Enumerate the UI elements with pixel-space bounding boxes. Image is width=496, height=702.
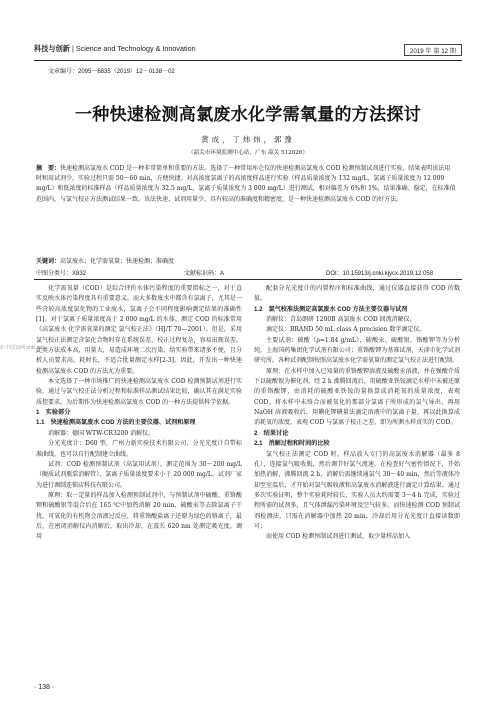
document-code: 文献标识码：A xyxy=(184,271,225,277)
paper-title: 一种快速检测高氯废水化学需氧量的方法探讨 xyxy=(75,105,421,124)
body-paragraph: 原理：取一定量的样品加入检测预制试剂中，与预制试剂中硫酸、重铬酸钾和硫酸银等混合后在 165 ℃中加热消解 20 min，硫酸汞等去除氯离子干扰，可氧化的有机物会溶液过反应，将重铬酸盐离子还原为绿色的铬离子，最后，在密闭消解仪内消解后，取出冷却，在波长 620 nm 处测定吸光度，调用 xyxy=(36,491,242,541)
body-paragraph: 而使用 COD 检测预制试剂进行测试，取少量样品加入 xyxy=(266,533,411,541)
body-paragraph: 消解仪：青岛朗研 1200B 高氯废水 COD 回流消解仪。 xyxy=(266,316,416,324)
issue-badge: 2019 年 第 12 期 xyxy=(404,44,462,56)
page-number: · 138 · xyxy=(34,684,55,691)
keywords-text: 高氯废水；化学需氧量；快速检测；准确度 xyxy=(60,258,175,265)
watermark: © 中国知网 cnki.net xyxy=(0,345,44,351)
keywords-label: 关键词： xyxy=(36,259,61,265)
body-paragraph: 试剂：COD 检测预制试剂（高氯用试剂），测定范围为 30～200 mg/L（硬质试剂瓶装消解管），氯离子质量浓度要求小于 20 000 mg/L。试剂厂家为进行调制连锁店科技有限公司。 xyxy=(36,460,242,489)
section-heading: 2.1 消解过程和时间的比较 xyxy=(254,440,330,448)
abstract xyxy=(36,164,456,205)
keywords xyxy=(36,256,456,265)
section-heading: 1.1 快速检测高氯废水 COD 方法的主要仪器、试剂和原理 xyxy=(36,419,196,427)
article-number: 文章编号：2095－6835（2019）12－0138－02 xyxy=(48,69,175,75)
body-paragraph: 原理：在水样中加入已知量的重铬酸钾溶液及硫酸汞溶液，并在强酸介质下以硫酸银为催化剂，经 2 h 沸腾回流后，用硫酸亚铁铵滴定水样中未被还原的重铬酸钾，由消耗的硫酸亚铁铵的量换算成消耗氧的质量浓度，表观 COD。将水样中未络合而被氧化的那部分氯离子所形成的氯气导出，再用 NaOH 溶液吸收后，用碘化钾碘量法滴定溶液中的氯离子量，再以此换算成消耗氧的浓度，表观 COD 与氯离子校正之差，即为所测水样真实的 COD。 xyxy=(254,367,460,427)
doi: DOI：10.15913/j.cnki.kjycx.2019.12.058 xyxy=(326,271,434,277)
paper-affiliation: （韶关市环境监测中心站，广东 韶关 512026） xyxy=(187,150,308,156)
journal-name-en: Science and Technology & Innovation xyxy=(75,44,196,53)
article-meta xyxy=(36,268,456,278)
section-heading: 1 实验部分 xyxy=(36,409,71,417)
journal-name-cn: 科技与创新 xyxy=(34,44,70,53)
body-paragraph: 消解器：德国 WTW-CR3200 消解仪。 xyxy=(48,429,155,437)
header-rule xyxy=(34,60,462,61)
body-paragraph: 滴定仪：BRAND 50 mL class A precision 数字滴定仪。 xyxy=(266,326,426,334)
body-paragraph: 化学需氧量（COD）是综合评价水体污染程度的重要指标之一，对于直实反映水体污染程度具有重要意义。而大多数废水中都含有氯离子，尤其是一些含较高浓度氯化物的工业废水，氯离子会不同程度影响测定结果的准确性[1]。对于氯离子质量浓度高于 2 000 mg/L 的水体，测定 COD 的标准常用《高氯废水 化学需氧量的测定 氯气校正法》（HJ/T 70—2001）。但是，采用氯气校正法测定含氯化合物时存在系统误差，校正过程复杂，容易出现误差，此类方法成本高，用量大，易造成环境二次污染，给实验带来诸多不便，且分析人员要求高，耗时长，不适合批量测定水样[2-3]。因此，开发出一种快速检测高氯废水 COD 的方法尤为重要。 xyxy=(36,285,242,375)
abstract-text: 快速检测高氯废水 COD 是一种非常简单和重要的方法。选择了一种常用库仑仪的快速检测高氯废水 COD 检测预制试剂进行实验，结果表明该法用时和用试剂少，实验过程只需 50～60 min，方便快捷。对高浓度氯离子的高浓度样品进行实验（样品质量浓度为 132 mg/L，氯离子质量浓度为 12 000 mg/L）和低浓度的标准样品（样品质量浓度为 32.5 mg/L，氯离子质量浓度为 3 000 mg/L）进行测试，相对偏差为 6%和 1%，结果准确、稳定，在标准值范围内，与氯气校正方法测试结果一致。该法快速、试剂用量少，具有较高的准确度和精密度，是一种快速检测高氯废水 COD 的好方法。 xyxy=(36,165,456,203)
body-paragraph: 分光光度计：D60 型，广州力新实验技术有限公司，分光光度计自带标准曲线，也可以自行配制建立曲线。 xyxy=(36,440,242,458)
clc-number: 中图分类号：X832 xyxy=(36,271,87,277)
journal-name xyxy=(34,44,196,54)
section-heading: 1.2 氯气校准法测定高氯废水 COD 方法主要仪器与试剂 xyxy=(254,305,408,313)
body-left-column xyxy=(36,284,242,543)
body-paragraph: 氯气校正法测定 COD 时，样品放入专门的高氯废水消解器（最多 8 孔），连接氯气吸收瓶，然后调节好氯气流速，在检查好气密性情况下，开始加热消解，沸腾回流 2 h，消解后需继续通氯气 30～40 min，然后等液体冷却至室温后，才开始对氯气吸收液和高氯废水消解液进行滴定计算结果。通过多次实验证明，整个实验耗时较长，实验人员大约需要 3～4 h 完成，实验过程所需的试剂多，且气体泄漏污染环境及空气较多。而快速检测 COD 预制试剂检测法，只需在消解器中加热 20 min，冷却后用分光光度计直接读数即可； xyxy=(254,450,460,530)
body-paragraph: 本文选择了一种市场推广的快速检测高氯废水 COD 检测预制试剂进行实验，通过与氯气校正法分析过程和标准样品测试结果比较，确认其在满足实验质控要求，为后期作为快速检测高氯废水 COD 的一种方法提供科学依据。 xyxy=(36,378,242,406)
body-paragraph: 配套分光光度计的内置程序和标准曲线，通过仪器直接获得 COD 的数值。 xyxy=(254,285,460,303)
body-paragraph: 主要试剂：硫酸（ρ=1.84 g/mL），硫酸汞、硫酸银、铬酸钾等为分析纯，上海国药集团化学试剂有限公司；重铬酸钾为基准试剂，天津市化学试剂研究所。各种试剂配制按照高氯废水化学需氧量的测定氯气校正法进行配制。 xyxy=(254,336,460,365)
abstract-label: 摘 要： xyxy=(36,166,61,172)
header-separator: | xyxy=(71,44,74,53)
journal-header xyxy=(34,44,462,60)
body-right-column xyxy=(254,284,460,543)
section-heading: 2 结果讨论 xyxy=(254,429,289,437)
meta-rule xyxy=(34,279,462,280)
paper-authors: 黄成，丁炜炜，郭豫 xyxy=(201,135,295,144)
